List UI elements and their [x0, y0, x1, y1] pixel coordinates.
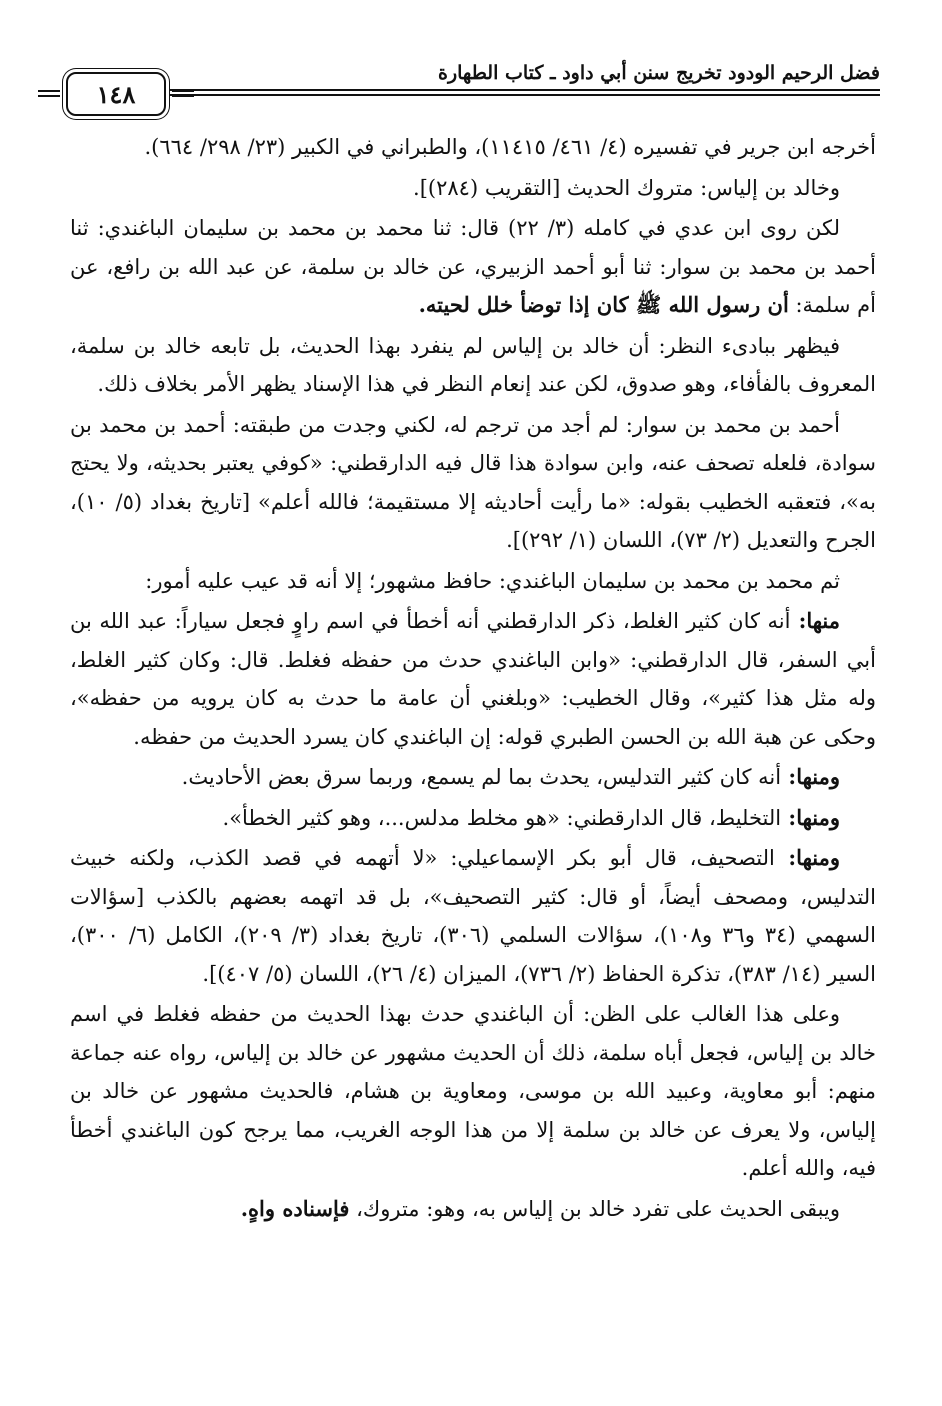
paragraph: [70, 758, 876, 797]
paragraph: [70, 209, 876, 325]
text-segment: وخالد بن إلياس: متروك الحديث [التقريب (٢٨٤)].: [413, 175, 840, 200]
text-segment: أنه كان كثير التدليس، يحدث بما لم يسمع، وربما سرق بعض الأحاديث.: [181, 765, 782, 789]
paragraph: [70, 327, 876, 404]
text-segment: أنه كان كثير الغلط، ذكر الدارقطني أنه أخطأ في اسم راوٍ فجعل سياراً: عبد الله بن أبي السفر، قال الدارقطني: «وابن الباغندي حدث من حفظه فغلط. قال: وكان كثير الغلط، وله مثل هذا كثير»، وقال الخطيب: «وبلغني أن عامة ما حدث به كان يرويه من حفظه»، وحكى عن هبة الله بن الحسن الطبري قوله: إن الباغندي كان يسرد الحديث من حفظه.: [70, 609, 876, 749]
bold-text: منها:: [790, 608, 840, 633]
text-segment: أخرجه ابن جرير في تفسيره (٤/ ٤٦١/ ١١٤١٥)، والطبراني في الكبير (٢٣/ ٢٩٨/ ٦٦٤).: [144, 135, 876, 159]
running-title: فضل الرحيم الودود تخريج سنن أبي داود ـ كتاب الطهارة: [438, 62, 880, 84]
page-number: ١٤٨: [66, 72, 166, 116]
page-body: [70, 128, 876, 1230]
paragraph: [70, 406, 876, 560]
text-segment: ثم محمد بن محمد بن سليمان الباغندي: حافظ مشهور؛ إلا أنه قد عيب عليه أمور:: [145, 568, 840, 593]
paragraph: [70, 128, 876, 167]
paragraph: [70, 169, 876, 208]
text-segment: فيظهر ببادىء النظر: أن خالد بن إلياس لم ينفرد بهذا الحديث، بل تابعه خالد بن سلمة، المعروف بالفأفاء، وهو صدوق، لكن عند إنعام النظر في هذا الإسناد يظهر الأمر بخلاف ذلك.: [70, 333, 876, 396]
header-rule: [170, 89, 880, 96]
paragraph: [70, 1190, 876, 1229]
bold-text: ومنها:: [774, 845, 840, 870]
text-segment: وعلى هذا الغالب على الظن: أن الباغندي حدث بهذا الحديث من حفظه فغلط في اسم خالد بن إلياس، فجعل أباه سلمة، ذلك أن الحديث مشهور عن خالد بن إلياس، رواه عنه جماعة منهم: أبو معاوية، وعبيد الله بن موسى، ومعاوية بن هشام، فالحديث مشهور عن خالد بن إلياس، ولا يعرف عن خالد بن سلمة إلا من هذا الوجه الغريب، مما يرجح كون الباغندي أخطأ فيه، والله أعلم.: [70, 1002, 876, 1180]
bold-text: ومنها:: [781, 804, 840, 830]
paragraph: [70, 799, 876, 838]
bold-text: ومنها:: [781, 764, 840, 789]
paragraph: [70, 839, 876, 993]
page-header: [62, 50, 880, 110]
paragraph: [70, 995, 876, 1188]
bold-text: فإسناده واهٍ.: [240, 1195, 350, 1221]
bold-text: أن رسول الله ﷺ كان إذا توضأ خلل لحيته.: [418, 292, 789, 317]
text-segment: التخليط، قال الدارقطني: «هو مخلط مدلس...، وهو كثير الخطأ».: [222, 805, 782, 830]
text-segment: لكن روى ابن عدي في كامله (٣/ ٢٢) قال: ثنا محمد بن محمد بن سليمان الباغندي: ثنا أحمد بن محمد بن سوار: ثنا أبو أحمد الزبيري، عن خالد بن سلمة، عن عبد الله بن رافع، عن أم سلمة:: [70, 216, 876, 317]
text-segment: ويبقى الحديث على تفرد خالد بن إلياس به، وهو: متروك،: [349, 1196, 840, 1221]
paragraph: [70, 602, 876, 756]
text-segment: التصحيف، قال أبو بكر الإسماعيلي: «لا أتهمه في قصد الكذب، ولكنه خبيث التدليس، ومصحف أيضاً، أو قال: كثير التصحيف»، بل قد اتهمه بعضهم بالكذب [سؤالات السهمي (٣٤ و٣٦ و١٠٨)، سؤالات السلمي (٣٠٦)، تاريخ بغداد (٣/ ٢٠٩)، الكامل (٦/ ٣٠٠)، السير (١٤/ ٣٨٣)، تذكرة الحفاظ (٢/ ٧٣٦)، الميزان (٤/ ٢٦)، اللسان (٥/ ٤٠٧)].: [70, 846, 876, 986]
paragraph: [70, 562, 876, 601]
text-segment: أحمد بن محمد بن سوار: لم أجد من ترجم له، لكني وجدت من طبقته: أحمد بن محمد بن سوادة، فلعله تصحف عنه، وابن سوادة هذا قال فيه الدارقطني: «كوفي يعتبر بحديثه، ولا يحتج به»، فتعقبه الخطيب بقوله: «ما رأيت أحاديثه إلا مستقيمة؛ فالله أعلم» [تاريخ بغداد (٥/ ١٠)، الجرح والتعديل (٢/ ٧٣)، اللسان (١/ ٢٩٢)].: [70, 412, 876, 552]
